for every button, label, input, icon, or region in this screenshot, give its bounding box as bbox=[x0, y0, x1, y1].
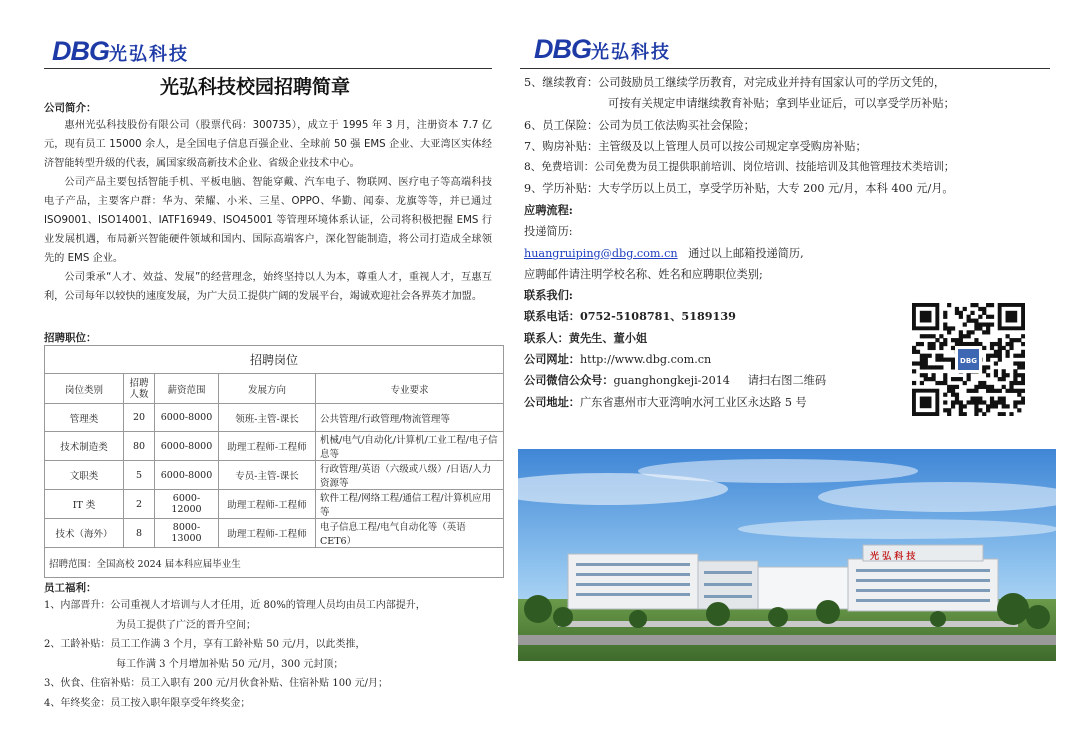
benefit-item: 8、免费培训：公司免费为员工提供职前培训、岗位培训、技能培训及其他管理技术类培训； bbox=[524, 161, 955, 174]
page-title: 光弘科技校园招聘简章 bbox=[160, 76, 351, 98]
benefits-list-left bbox=[44, 596, 504, 713]
wechat-value: guanghongkeji-2014 bbox=[613, 374, 730, 388]
resume-label: 投递简历: bbox=[524, 225, 573, 239]
table-cell: 专员-主管-课长 bbox=[219, 461, 316, 490]
person-value: 黄先生、董小姐 bbox=[568, 330, 648, 345]
process-label: 应聘流程: bbox=[524, 203, 573, 217]
table-cell: 6000-12000 bbox=[155, 490, 219, 519]
email-suffix: 通过以上邮箱投递简历, bbox=[688, 246, 804, 260]
benefit-item: 3、伙食、住宿补贴：员工入职有 200 元/月伙食补贴、住宿补贴 100 元/月； bbox=[44, 678, 388, 689]
right-logo-cn: 光弘科技 bbox=[591, 42, 671, 62]
table-header: 岗位类别 bbox=[45, 374, 124, 404]
benefit-item: 9、学历补贴：大专学历以上员工，享受学历补贴，大专 200 元/月，本科 400 元/月。 bbox=[524, 182, 954, 196]
table-cell: 20 bbox=[124, 404, 155, 432]
benefit-item: 每工作满 3 个月增加补贴 50 元/月，300 元封顶； bbox=[116, 658, 344, 670]
table-caption: 招聘岗位 bbox=[45, 346, 504, 374]
benefit-item: 4、年终奖金：员工按入职年限享受年终奖金； bbox=[44, 697, 251, 709]
table-header-row bbox=[45, 374, 504, 404]
benefit-item: 6、员工保险：公司为员工依法购买社会保险； bbox=[524, 118, 755, 132]
table-cell: 软件工程/网络工程/通信工程/计算机应用等 bbox=[316, 490, 504, 519]
table-cell: 领班-主管-课长 bbox=[219, 404, 316, 432]
table-cell: 电子信息工程/电气自动化等（英语 CET6） bbox=[316, 519, 504, 548]
qr-code-icon bbox=[912, 303, 1025, 416]
wechat-line bbox=[524, 370, 914, 391]
table-cell: 技术（海外） bbox=[45, 519, 124, 548]
intro-label: 公司简介： bbox=[44, 102, 97, 114]
person-line bbox=[524, 328, 914, 349]
table-row bbox=[45, 519, 504, 548]
benefit-item: 5、继续教育：公司鼓励员工继续学历教育，对完成业并持有国家认可的学历文凭的， bbox=[524, 76, 946, 89]
table-header: 发展方向 bbox=[219, 374, 316, 404]
benefit-item: 1、内部晋升：公司重视人才培训与人才任用，近 80%的管理人员均由员工内部提升， bbox=[44, 600, 426, 611]
factory-photo bbox=[518, 449, 1056, 661]
table-cell: 技术制造类 bbox=[45, 432, 124, 461]
table-header: 薪资范围 bbox=[155, 374, 219, 404]
contact-section bbox=[524, 200, 914, 413]
wechat-hint: 请扫右图二维码 bbox=[747, 374, 827, 388]
table-cell: 6000-8000 bbox=[155, 461, 219, 490]
right-header-rule bbox=[520, 68, 1050, 69]
photo-sign: 光 弘 科 技 bbox=[870, 552, 916, 562]
table-cell: 管理类 bbox=[45, 404, 124, 432]
table-cell: IT 类 bbox=[45, 490, 124, 519]
table-cell: 80 bbox=[124, 432, 155, 461]
right-logo bbox=[534, 34, 671, 65]
left-header-rule bbox=[44, 68, 492, 69]
table-cell: 8 bbox=[124, 519, 155, 548]
website-label: 公司网址： bbox=[524, 352, 580, 367]
table-cell: 2 bbox=[124, 490, 155, 519]
table-cell: 助理工程师-工程师 bbox=[219, 432, 316, 461]
table-cell: 公共管理/行政管理/物流管理等 bbox=[316, 404, 504, 432]
table-cell: 6000-8000 bbox=[155, 432, 219, 461]
left-logo-cn: 光弘科技 bbox=[109, 44, 189, 64]
contact-label: 联系我们: bbox=[524, 288, 573, 303]
phone-label: 联系电话： bbox=[524, 309, 580, 324]
table-row bbox=[45, 432, 504, 461]
table-header: 专业要求 bbox=[316, 374, 504, 404]
table-cell: 助理工程师-工程师 bbox=[219, 519, 316, 548]
left-logo bbox=[52, 36, 189, 67]
positions-table bbox=[44, 345, 504, 578]
website-value[interactable]: http://www.dbg.com.cn bbox=[579, 353, 712, 367]
table-cell: 6000-8000 bbox=[155, 404, 219, 432]
email-line bbox=[524, 243, 914, 264]
recruit-scope: 招聘范围：全国高校 2024 届本科应届毕业生 bbox=[45, 548, 504, 578]
table-cell: 行政管理/英语（六级或八级）/日语/人力资源等 bbox=[316, 461, 504, 490]
benefit-item: 7、购房补贴：主管级及以上管理人员可以按公司规定享受购房补贴； bbox=[524, 139, 867, 153]
wechat-label: 公司微信公众号： bbox=[524, 373, 614, 388]
intro-section bbox=[44, 116, 492, 306]
svg-text:DBG: DBG bbox=[960, 357, 977, 365]
table-row bbox=[45, 404, 504, 432]
phone-line bbox=[524, 306, 914, 327]
address-label: 公司地址： bbox=[524, 394, 580, 409]
email-note: 应聘邮件请注明学校名称、姓名和应聘职位类别; bbox=[524, 267, 763, 281]
table-header: 招聘人数 bbox=[124, 374, 155, 404]
table-row bbox=[45, 461, 504, 490]
table-cell: 5 bbox=[124, 461, 155, 490]
table-cell: 文职类 bbox=[45, 461, 124, 490]
website-line bbox=[524, 349, 914, 370]
benefit-item: 2、工龄补贴：员工工作满 3 个月，享有工龄补贴 50 元/月，以此类推， bbox=[44, 639, 366, 650]
benefit-item: 为员工提供了广泛的晋升空间； bbox=[116, 619, 256, 631]
email-link[interactable]: huangruiping@dbg.com.cn bbox=[524, 246, 678, 260]
benefits-list-right bbox=[524, 72, 1064, 200]
benefit-item: 可按有关规定申请继续教育补贴；拿到毕业证后，可以享受学历补贴； bbox=[608, 97, 955, 111]
table-cell: 助理工程师-工程师 bbox=[219, 490, 316, 519]
table-row bbox=[45, 490, 504, 519]
address-value: 广东省惠州市大亚湾响水河工业区永达路 5 号 bbox=[579, 395, 807, 409]
benefits-label: 员工福利： bbox=[44, 582, 97, 594]
intro-paragraph-2: 公司产品主要包括智能手机、平板电脑、智能穿戴、汽车电子、物联网、医疗电子等高端科技电子产品，主要客户群：华为、荣耀、小米、三星、OPPO、华勤、闻泰、龙旗等等，并已通过 ISO9001、ISO14001、IATF16949、ISO45001 等管理环境体系认证，公司将积极把握 EMS 行业发展机遇，布局新兴智能硬件领域和国内、国际高端客户，深化智能制造，将公司打造成全球领先的 EMS 企业。 bbox=[44, 177, 492, 264]
left-logo-latin: DBG bbox=[52, 36, 109, 66]
address-line bbox=[524, 392, 914, 413]
positions-label: 招聘职位： bbox=[44, 332, 97, 344]
table-cell: 8000-13000 bbox=[155, 519, 219, 548]
phone-value: 0752-5108781、5189139 bbox=[579, 309, 736, 324]
table-cell: 机械/电气/自动化/计算机/工业工程/电子信息等 bbox=[316, 432, 504, 461]
right-logo-latin: DBG bbox=[534, 34, 591, 64]
person-label: 联系人： bbox=[524, 330, 569, 345]
intro-paragraph-3: 公司秉承“人才、效益、发展”的经营理念，始终坚持以人为本，尊重人才，重视人才，互惠互利，公司每年以较快的速度发展，为广大员工提供广阔的发展平台，竭诚欢迎社会各界英才加盟。 bbox=[44, 272, 492, 302]
intro-paragraph-1: 惠州光弘科技股份有限公司（股票代码：300735），成立于 1995 年 3 月，注册资本 7.7 亿元，现有员工 15000 余人，是全国电子信息百强企业、全球前 50 强 EMS 企业、大亚湾区实体经济智能转型升级的代表，属国家级高新技术企业、省级企业技术中心。 bbox=[44, 120, 492, 169]
